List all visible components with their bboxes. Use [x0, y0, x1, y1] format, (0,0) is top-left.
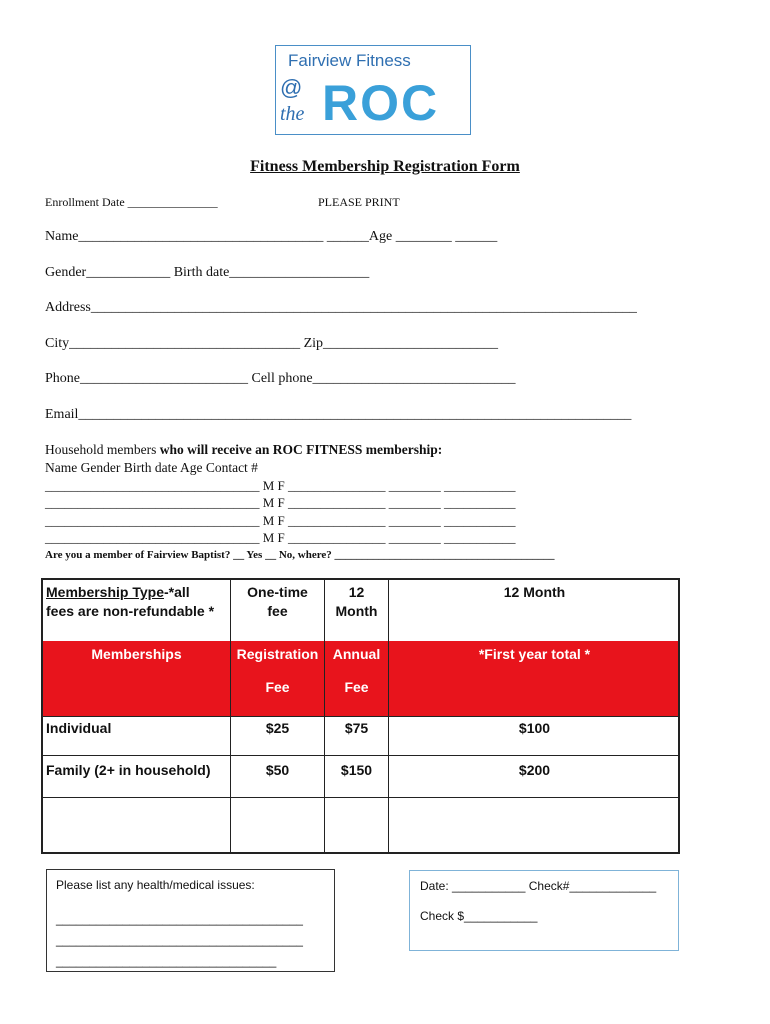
medical-issues-label: Please list any health/medical issues:	[56, 878, 255, 892]
address-field[interactable]: Address______________________________________________________________________________	[45, 300, 637, 315]
medical-line[interactable]: _____________________________________	[56, 912, 303, 926]
membership-fee-table	[41, 578, 680, 854]
registration-label: Registration	[236, 646, 319, 662]
please-print-note: PLEASE PRINT	[318, 195, 400, 209]
name-age-field[interactable]: Name___________________________________ ______Age ________ ______	[45, 229, 498, 244]
month-header: Month	[335, 603, 378, 619]
annual-fee-label: Fee	[344, 679, 369, 695]
annual-label: Annual	[332, 646, 381, 662]
registration-fee-label: Fee	[265, 679, 290, 695]
logo-text-the: the	[280, 103, 305, 125]
logo-text-roc: ROC	[322, 75, 440, 131]
city-zip-field[interactable]: City_________________________________ Zip_________________________	[45, 336, 499, 351]
household-columns: Name Gender Birth date Age Contact #	[45, 460, 258, 475]
medical-issues-box[interactable]	[46, 869, 335, 972]
memberships-label: Memberships	[91, 646, 182, 662]
fee-header: fee	[267, 603, 288, 619]
logo-text-line1: Fairview Fitness	[288, 51, 411, 70]
household-row[interactable]: _________________________________ M F _______________ ________ ___________	[45, 530, 516, 545]
enrollment-date-field[interactable]: Enrollment Date _______________	[45, 195, 218, 209]
household-row[interactable]: _________________________________ M F _______________ ________ ___________	[45, 495, 516, 510]
logo	[275, 45, 471, 135]
table-row-registration: $50	[265, 762, 290, 778]
medical-line[interactable]: _____________________________________	[56, 933, 303, 947]
form-title: Fitness Membership Registration Form	[250, 158, 520, 175]
table-row-total: $200	[518, 762, 551, 778]
first-year-total-label: *First year total *	[478, 646, 591, 662]
table-row-type: Individual	[46, 720, 112, 736]
email-field[interactable]: Email_______________________________________________________________________________	[45, 407, 632, 422]
one-time-header: One-time	[247, 584, 308, 600]
date-check-field[interactable]: Date: ___________ Check#_____________	[420, 879, 657, 893]
check-amount-field[interactable]: Check $___________	[420, 909, 538, 923]
gender-birthdate-field[interactable]: Gender____________ Birth date____________________	[45, 265, 370, 280]
table-row-total: $100	[518, 720, 551, 736]
twelve-month-header: 12 Month	[503, 584, 566, 600]
household-heading-bold: who will receive an ROC FITNESS membership:	[159, 442, 443, 457]
household-row[interactable]: _________________________________ M F _______________ ________ ___________	[45, 478, 516, 493]
logo-at-symbol: @	[280, 75, 303, 100]
medical-line[interactable]: _________________________________	[56, 954, 277, 968]
church-member-question[interactable]: Are you a member of Fairview Baptist? __ Yes __ No, where? ________________________________________	[45, 549, 555, 561]
membership-type-header: Membership Type-*all	[46, 584, 190, 600]
table-row-type: Family (2+ in household)	[46, 762, 211, 778]
table-row-annual: $75	[344, 720, 369, 736]
table-row-registration: $25	[265, 720, 290, 736]
household-heading	[45, 442, 442, 458]
phone-field[interactable]: Phone________________________ Cell phone_____________________________	[45, 371, 516, 386]
payment-box	[409, 870, 679, 951]
table-row-annual: $150	[340, 762, 373, 778]
household-heading-plain: Household members	[45, 442, 160, 457]
non-refundable-note: fees are non-refundable *	[46, 603, 215, 619]
household-row[interactable]: _________________________________ M F _______________ ________ ___________	[45, 513, 516, 528]
twelve-header: 12	[348, 584, 365, 600]
